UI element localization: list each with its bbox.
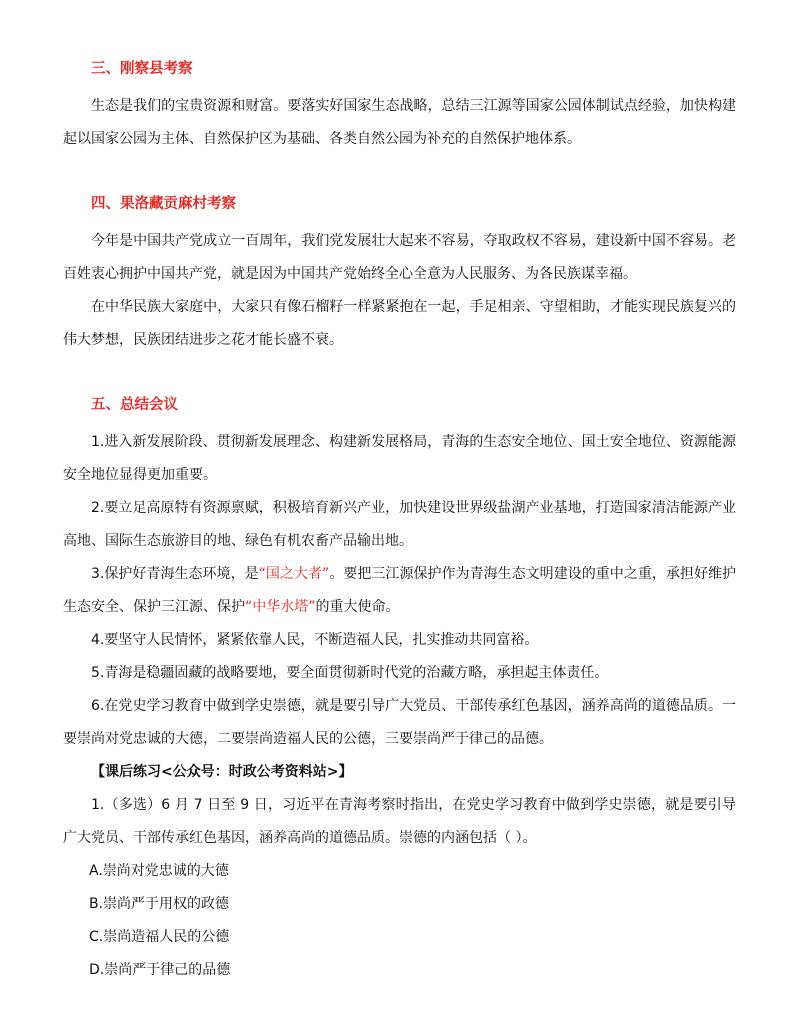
- paragraph-party-centenary: 今年是中国共产党成立一百周年，我们党发展壮大起来不容易，夺取政权不容易，建设新中国不容易。老百姓衷心拥护中国共产党，就是因为中国共产党始终全心全意为人民服务、为各民族谋幸福。: [63, 233, 736, 282]
- summary-item-6: 6.在党史学习教育中做到学史崇德，就是要引导广大党员、干部传承红色基因，涵养高尚的道德品质。一要崇尚对党忠诚的大德，二要崇尚造福人民的公德，三要崇尚严于律己的品德。: [63, 698, 736, 747]
- summary-item-3-text-b: 。要把三江源保护作为青海生态文明建设的重中之重，承担好维护生态安全、保护三江源、保护: [63, 566, 737, 615]
- option-a: A.崇尚对党忠诚的大德: [89, 863, 229, 879]
- summary-item-2: 2.要立足高原特有资源禀赋，积极培育新兴产业，加快建设世界级盐湖产业基地，打造国家清洁能源产业高地、国际生态旅游目的地、绿色有机农畜产品输出地。: [63, 500, 736, 549]
- summary-item-3-text-c: 的重大使命。: [315, 599, 400, 615]
- paragraph-ethnic-unity: 在中华民族大家庭中，大家只有像石榴籽一样紧紧抱在一起，手足相亲、守望相助，才能实现民族复兴的伟大梦想，民族团结进步之花才能长盛不衰。: [63, 299, 736, 348]
- section-title-gangcha: 三、刚察县考察: [91, 61, 193, 77]
- section-title-summary: 五、总结会议: [91, 397, 178, 413]
- summary-item-5: 5.青海是稳疆固藏的战略要地，要全面贯彻新时代党的治藏方略，承担起主体责任。: [91, 665, 609, 681]
- summary-item-3-text-a: 3.保护好青海生态环境，是: [91, 566, 259, 582]
- paragraph-ecology: 生态是我们的宝贵资源和财富。要落实好国家生态战略，总结三江源等国家公园体制试点经验，加快构建起以国家公园为主体、自然保护区为基础、各类自然公园为补充的自然保护地体系。: [63, 98, 736, 147]
- exercise-heading: 【课后练习<公众号：时政公考资料站>】: [91, 764, 353, 780]
- option-b: B.崇尚严于用权的政德: [89, 896, 230, 912]
- highlight-zhonghuashuita: “中华水塔”: [245, 599, 316, 615]
- summary-item-4: 4.要坚守人民情怀，紧紧依靠人民，不断造福人民，扎实推动共同富裕。: [91, 632, 539, 648]
- highlight-guozhidazhe: “国之大者”: [258, 566, 330, 582]
- option-c: C.崇尚造福人民的公德: [89, 929, 230, 945]
- summary-item-1: 1.进入新发展阶段、贯彻新发展理念、构建新发展格局，青海的生态安全地位、国土安全地位、资源能源安全地位显得更加重要。: [63, 434, 736, 483]
- exercise-question: 1.（多选）6 月 7 日至 9 日，习近平在青海考察时指出，在党史学习教育中做到学史崇德，就是要引导广大党员、干部传承红色基因，涵养高尚的道德品质。崇德的内涵包括（ ）。: [63, 797, 736, 846]
- option-d: D.崇尚严于律己的品德: [89, 962, 231, 978]
- summary-item-3: [63, 558, 736, 624]
- section-title-guoluo: 四、果洛藏贡麻村考察: [91, 196, 236, 212]
